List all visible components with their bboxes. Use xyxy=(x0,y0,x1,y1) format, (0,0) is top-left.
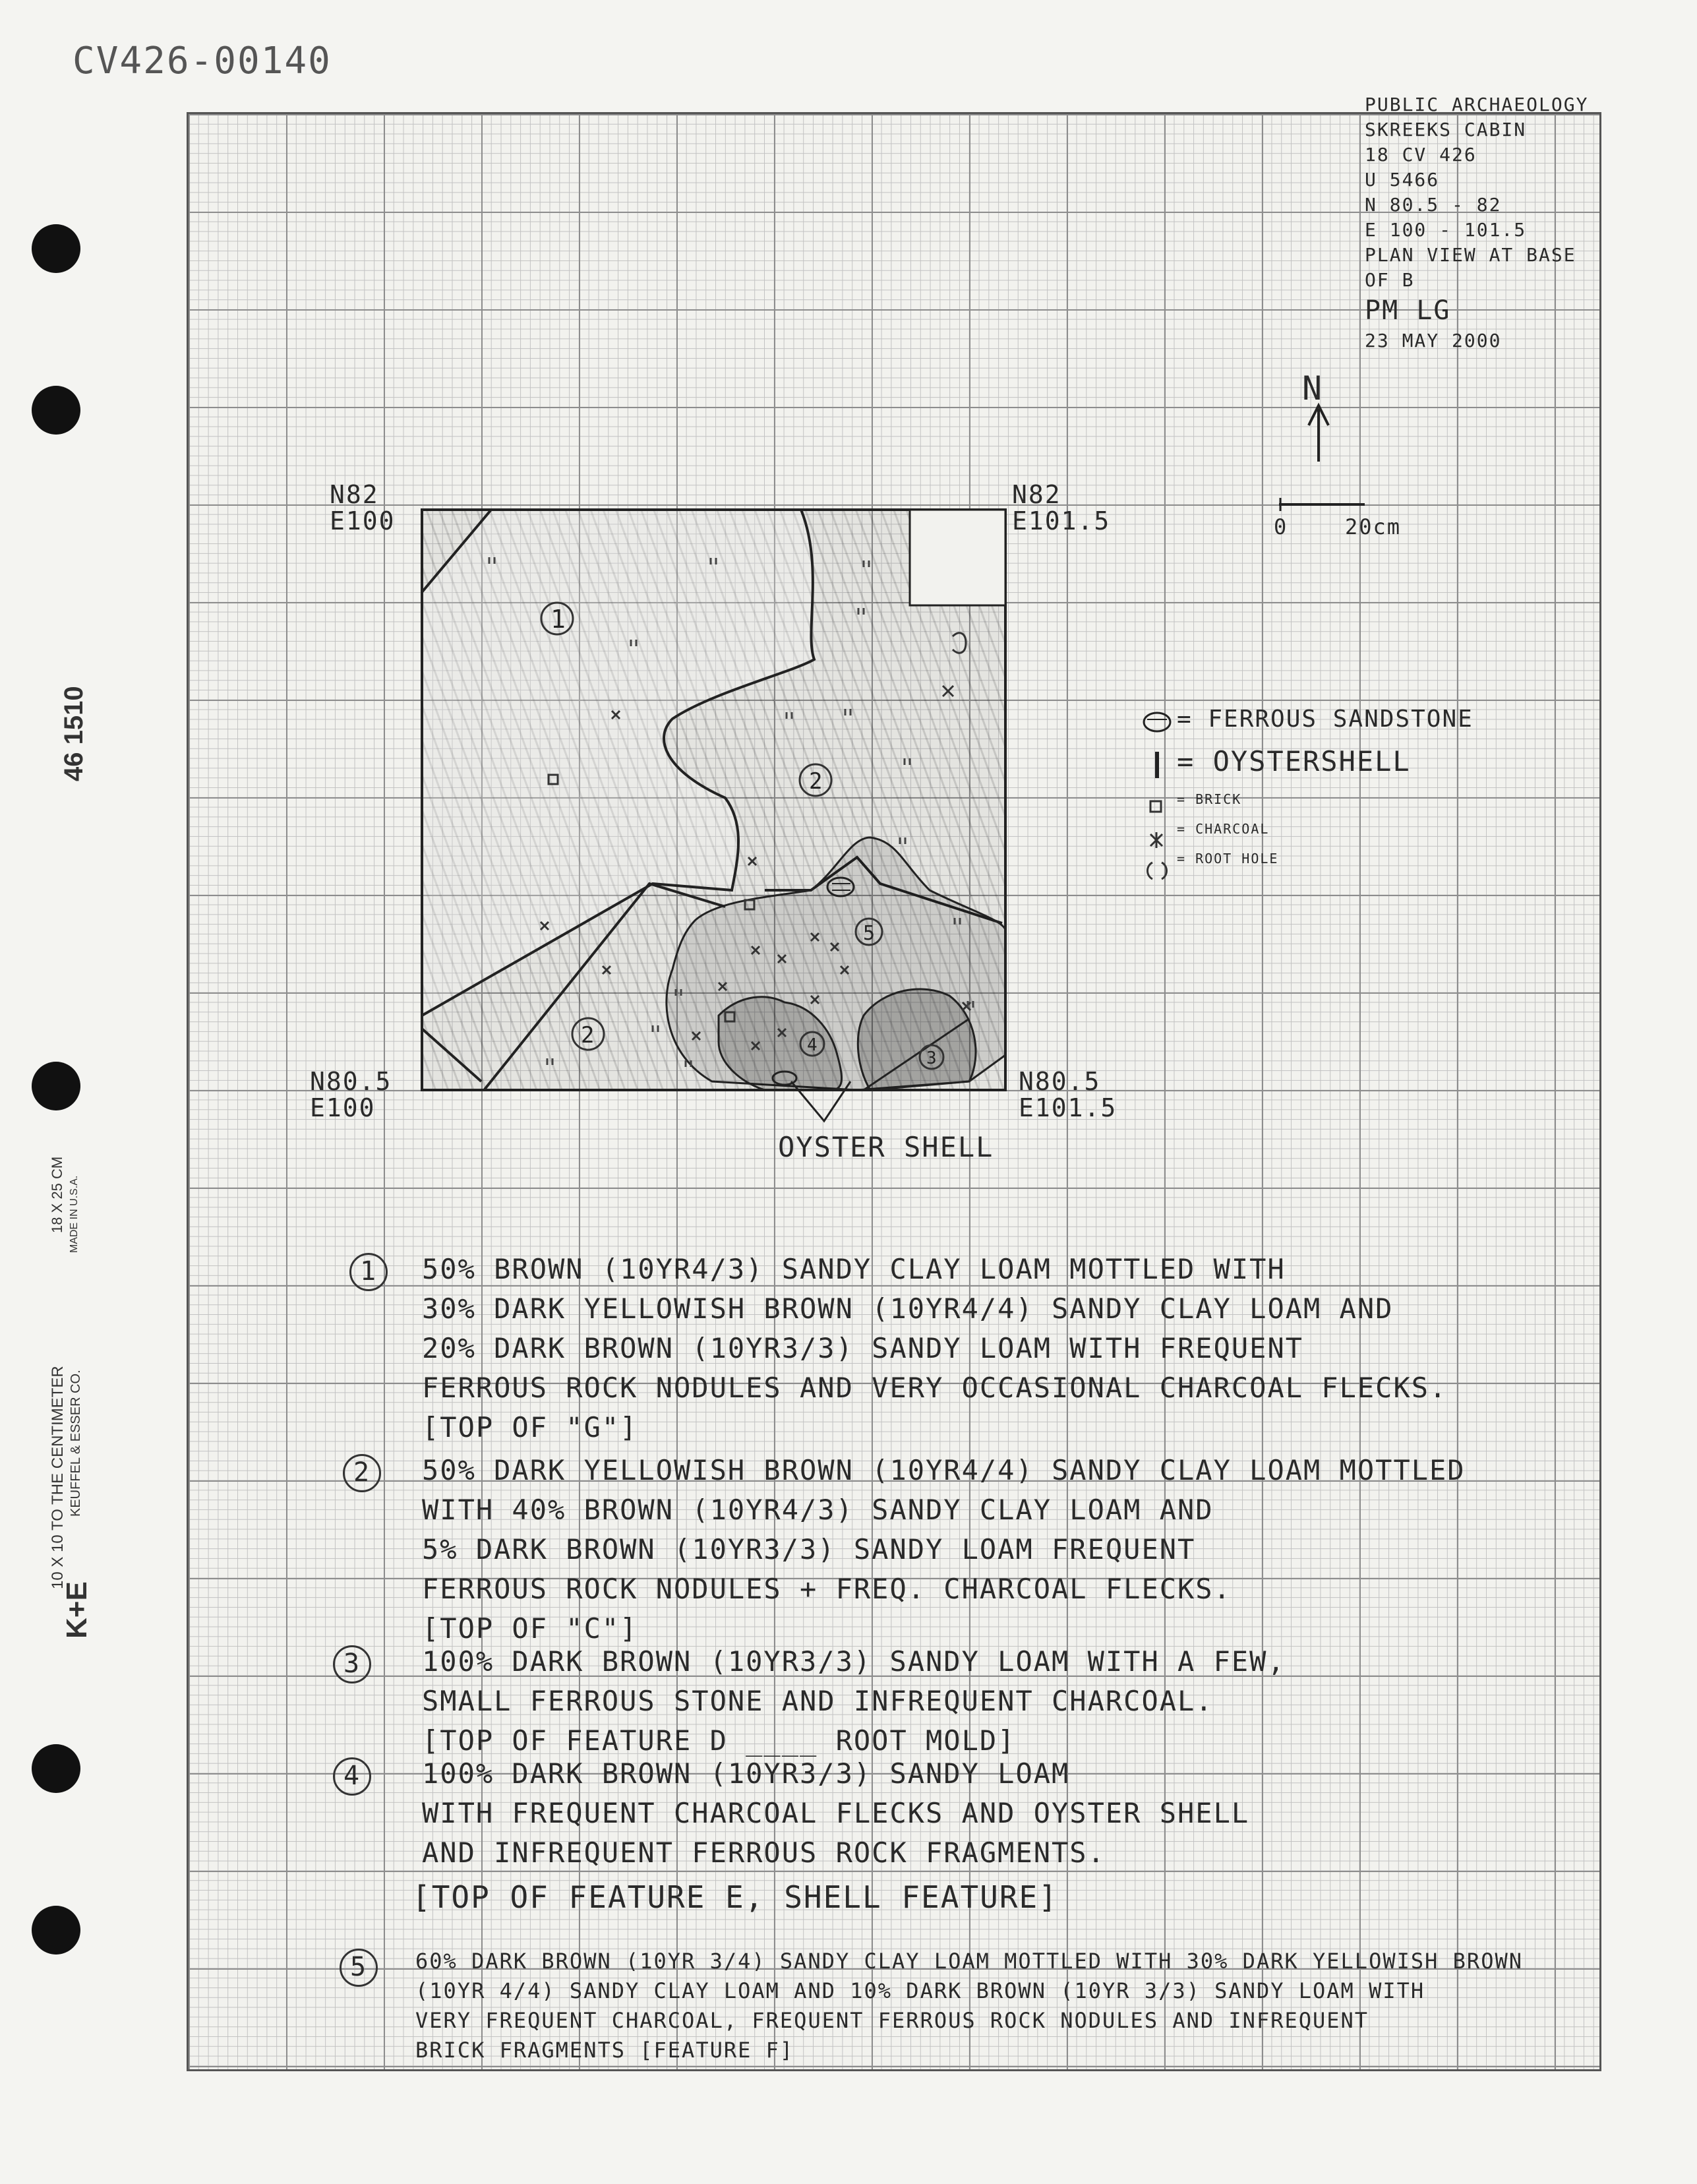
grid-description: 10 X 10 TO THE CENTIMETER xyxy=(49,1366,67,1589)
description-number: 4 xyxy=(333,1757,371,1796)
description-line: 5% DARK BROWN (10YR3/3) SANDY LOAM FREQUENT xyxy=(422,1533,1196,1565)
corner-nw xyxy=(330,481,396,534)
scale-start: 0 xyxy=(1274,514,1288,539)
description-line: 30% DARK YELLOWISH BROWN (10YR4/4) SANDY CLAY LOAM AND xyxy=(422,1292,1394,1325)
legend-oystershell: = OYSTERSHELL xyxy=(1177,745,1411,777)
legend-charcoal: = CHARCOAL xyxy=(1177,821,1270,837)
description-number: 1 xyxy=(349,1253,388,1291)
corner-ne xyxy=(1012,481,1110,534)
description-number: 2 xyxy=(343,1454,381,1492)
corner-square xyxy=(910,510,1005,605)
legend-ferrous-sandstone-icon xyxy=(1144,713,1170,731)
corner-easting: E100 xyxy=(330,506,396,535)
zone-label-3: 3 xyxy=(926,1048,937,1068)
header-line: PUBLIC ARCHAEOLOGY xyxy=(1365,94,1589,115)
legend-ferrous-sandstone: = FERROUS SANDSTONE xyxy=(1177,706,1474,733)
description-number: 3 xyxy=(333,1645,371,1684)
description-line: AND INFREQUENT FERROUS ROCK FRAGMENTS. xyxy=(422,1836,1106,1869)
legend xyxy=(1177,706,1474,880)
description-line: [TOP OF "G"] xyxy=(422,1411,638,1443)
legend-brick-icon xyxy=(1150,801,1161,812)
description-line: [TOP OF "C"] xyxy=(422,1612,638,1645)
made-in: MADE IN U.S.A. xyxy=(69,1175,80,1253)
description-line: [TOP OF FEATURE D ____ ROOT MOLD] xyxy=(422,1724,1016,1757)
zone-label-4: 4 xyxy=(807,1035,818,1055)
document-id: CV426-00140 xyxy=(73,40,332,82)
legend-root-hole: = ROOT HOLE xyxy=(1177,851,1279,866)
description-line: SMALL FERROUS STONE AND INFREQUENT CHARCOAL. xyxy=(422,1685,1214,1717)
description-line: [TOP OF FEATURE E, SHELL FEATURE] xyxy=(412,1879,1058,1915)
description-line: WITH 40% BROWN (10YR4/3) SANDY CLAY LOAM AND xyxy=(422,1494,1214,1526)
zone-label-5: 5 xyxy=(863,922,876,945)
legend-charcoal-icon xyxy=(1150,832,1162,848)
header-line: PLAN VIEW AT BASE xyxy=(1365,244,1576,266)
description-line: (10YR 4/4) SANDY CLAY LOAM AND 10% DARK BROWN (10YR 3/3) SANDY LOAM WITH xyxy=(415,1978,1425,2003)
legend-brick: = BRICK xyxy=(1177,791,1242,807)
description-line: 50% DARK YELLOWISH BROWN (10YR4/4) SANDY CLAY LOAM MOTTLED xyxy=(422,1454,1466,1486)
corner-easting: E101.5 xyxy=(1019,1093,1117,1122)
scale-end: 20cm xyxy=(1345,514,1402,539)
description-number: 5 xyxy=(340,1949,378,1987)
header-line: N 80.5 - 82 xyxy=(1365,194,1502,216)
legend-root-hole-icon xyxy=(1148,863,1167,879)
description-line: BRICK FRAGMENTS [FEATURE F] xyxy=(415,2038,794,2063)
description-line: VERY FREQUENT CHARCOAL, FREQUENT FERROUS ROCK NODULES AND INFREQUENT xyxy=(415,2008,1369,2033)
description-line: FERROUS ROCK NODULES + FREQ. CHARCOAL FLECKS. xyxy=(422,1573,1232,1605)
zone-label-1: 1 xyxy=(551,605,566,634)
header-line: 18 CV 426 xyxy=(1365,144,1477,166)
header-line: E 100 - 101.5 xyxy=(1365,219,1527,241)
corner-sw xyxy=(310,1068,392,1121)
header-line: SKREEKS CABIN xyxy=(1365,119,1527,140)
description-line: 60% DARK BROWN (10YR 3/4) SANDY CLAY LOAM MOTTLED WITH 30% DARK YELLOWISH BROWN xyxy=(415,1949,1523,1974)
zone-label-2: 2 xyxy=(809,768,823,795)
description-line: FERROUS ROCK NODULES AND VERY OCCASIONAL CHARCOAL FLECKS. xyxy=(422,1372,1448,1404)
oyster-shell-callout: OYSTER SHELL xyxy=(778,1131,994,1163)
catalog-number: 46 1510 xyxy=(59,686,88,781)
paper-logo: K+E xyxy=(61,1581,93,1639)
zone-label-2: 2 xyxy=(581,1022,595,1048)
description-line: 50% BROWN (10YR4/3) SANDY CLAY LOAM MOTTLED WITH xyxy=(422,1253,1286,1285)
paper-maker: KEUFFEL & ESSER CO. xyxy=(69,1370,83,1517)
header-line: OF B xyxy=(1365,269,1415,291)
corner-easting: E101.5 xyxy=(1012,506,1111,535)
description-line: WITH FREQUENT CHARCOAL FLECKS AND OYSTER SHELL xyxy=(422,1797,1250,1829)
corner-easting: E100 xyxy=(310,1093,376,1122)
corner-se xyxy=(1019,1068,1117,1121)
zone-3-boundary xyxy=(858,989,976,1090)
paper-size: 18 X 25 CM xyxy=(49,1156,65,1233)
corner-northing: N80.5 xyxy=(1019,1067,1101,1096)
corner-northing: N80.5 xyxy=(310,1067,392,1096)
corner-northing: N82 xyxy=(1012,480,1061,509)
header-line: U 5466 xyxy=(1365,169,1440,191)
description-line: 100% DARK BROWN (10YR3/3) SANDY LOAM WITH A FEW, xyxy=(422,1645,1286,1678)
description-line: 20% DARK BROWN (10YR3/3) SANDY LOAM WITH FREQUENT xyxy=(422,1332,1304,1364)
excavator-initials: PM LG xyxy=(1365,295,1451,326)
corner-northing: N82 xyxy=(330,480,379,509)
description-line: 100% DARK BROWN (10YR3/3) SANDY LOAM xyxy=(422,1757,1070,1790)
record-date: 23 MAY 2000 xyxy=(1365,330,1502,351)
north-arrow-label: N xyxy=(1302,369,1324,408)
